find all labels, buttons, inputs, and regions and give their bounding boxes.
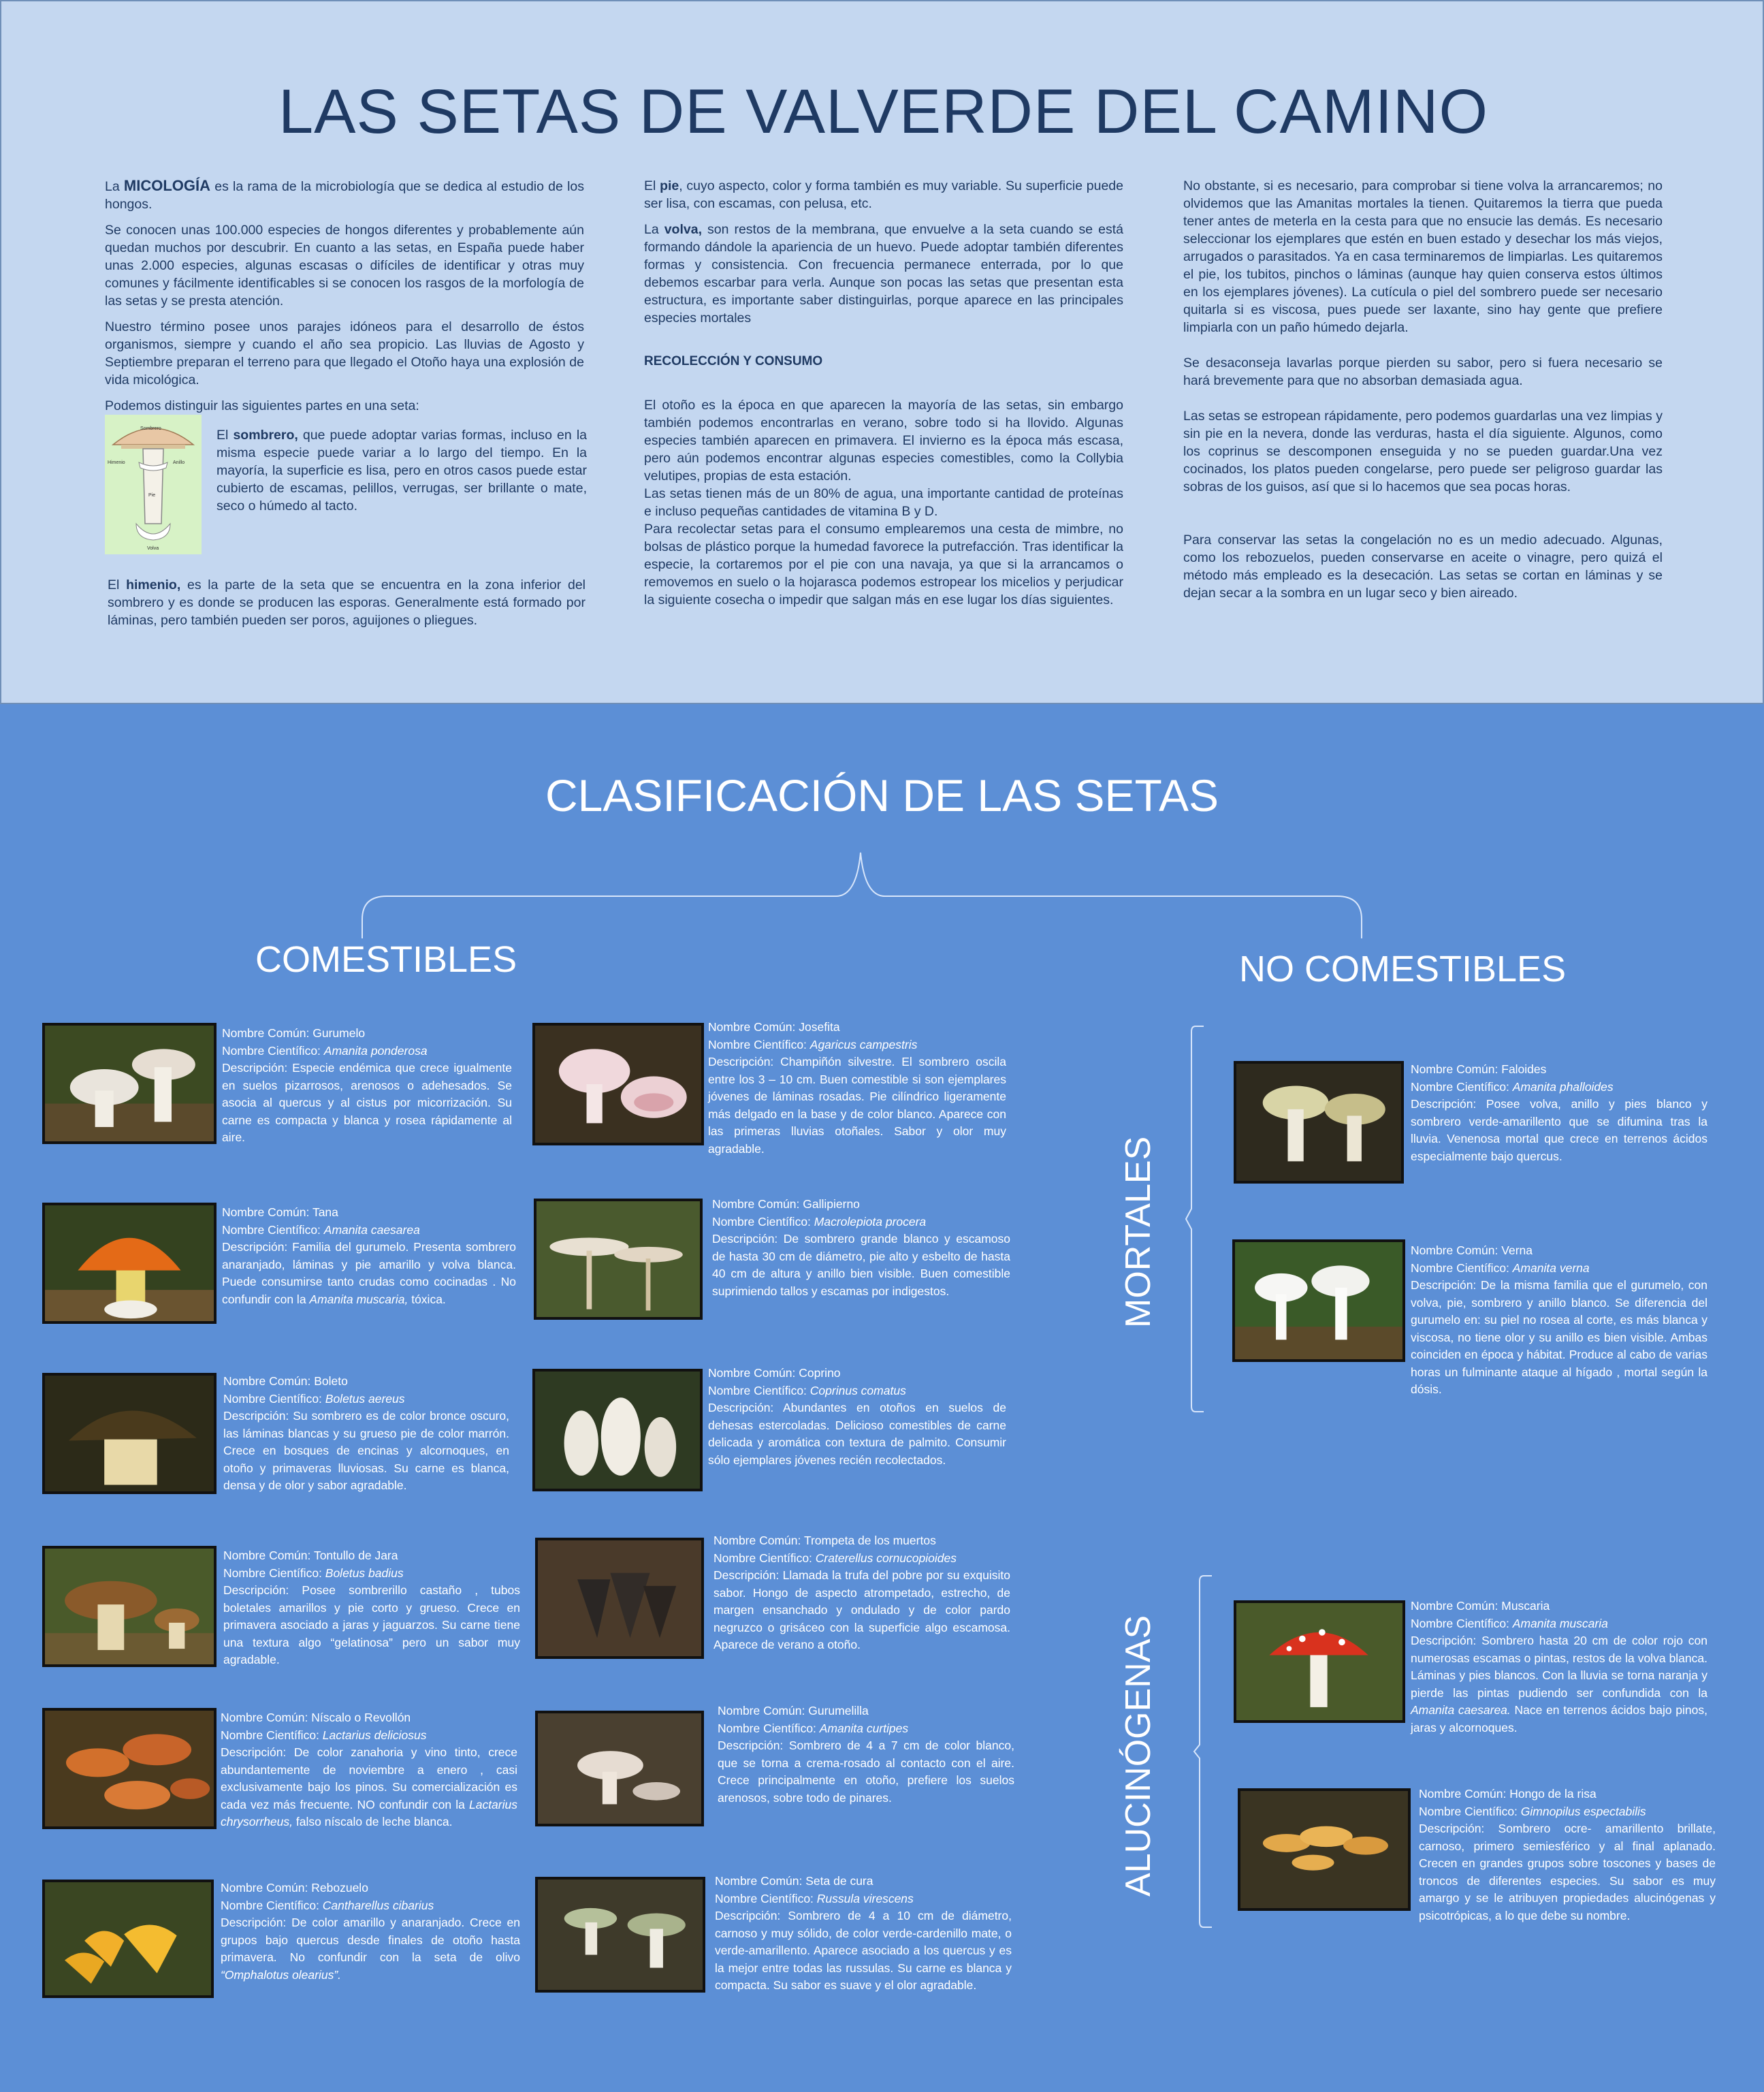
tontullo-info [223,1547,520,1669]
gurumelilla-photo [535,1711,704,1826]
info-panel [0,0,1764,704]
gurumelo-description: Descripción: Especie endémica que crece igualmente en suelos pizarrosos, arenosos o adehesados. Se asocia al quercus y al cistus por micorrización. Su carne es compacta y blanca y rosea rápidamente al aire. [222,1061,512,1144]
gurumelo-common: Nombre Común: Gurumelo [222,1026,366,1040]
muscaria-photo [1234,1600,1405,1723]
faloides-description: Descripción: Posee volva, anillo y pies blanco y sombrero verde-amarillento que se difumina tras la lluvia. Venenosa mortal que crece en terrenos ácidos especialmente bajo quercus. [1411,1097,1707,1163]
gurumelilla-info [718,1702,1014,1807]
gallipierno-common: Nombre Común: Gallipierno [712,1197,860,1211]
right-paragraph-2: Se desaconseja lavarlas porque pierden su sabor, pero si fuera necesario se hará brevemente para que no absorban demasiada agua. [1183,355,1663,388]
boleto-photo [42,1373,217,1494]
trompeta-common: Nombre Común: Trompeta de los muertos [713,1534,936,1547]
hongo-de-la-risa-common: Nombre Común: Hongo de la risa [1419,1787,1597,1801]
trompeta-photo [535,1538,704,1659]
josefita-description: Descripción: Champiñón silvestre. El sombrero oscila entre los 3 – 10 cm. Buen comestible si son ejemplares jóvenes de láminas rosadas. Pie cilíndrico ligeramente más delgado en la base y de color blanco. Aparece con las primeras lluvias otoñales. Sabor y olor muy agradable. [708,1055,1006,1156]
mortales-label: MORTALES [1119,1136,1158,1328]
gurumelo-photo [42,1023,217,1144]
intro-column [105,177,584,423]
gallipierno-scientific: Nombre Científico: Macrolepiota procera [712,1214,927,1229]
gurumelilla-description: Descripción: Sombrero de 4 a 7 cm de color blanco, que se torna a crema-rosado al contacto con el aire. Crece principalmente en otoño, prefiere los suelos arenosos, sobre todo de pinares. [718,1739,1014,1805]
right-paragraph-4: Para conservar las setas la congelación no es un medio adecuado. Algunas, como los rebozuelos, pueden conservarse en aceite o vinagre, pero quizá el método más empleado es la desecación. Las setas se cortan en láminas y se dejan secar a la sombra en un lugar seco y bien aireado. [1183,533,1663,601]
intro-paragraph-4: Podemos distinguir las siguientes partes en una seta: [105,398,419,413]
niscalo-description: Descripción: De color zanahoria y vino tinto, crece abundantemente de noviembre a enero , casi exclusivamente bajo los pinos. Su comercialización es cada vez más frecuente. NO confundir con la Lactarius chrysorrheus, falso níscalo de leche blanca. [221,1745,517,1828]
josefita-photo [532,1023,704,1145]
mushroom-parts-diagram [105,415,202,554]
label-volva: Volva [147,546,159,551]
intro-paragraph-1: La MICOLOGÍA es la rama de la microbiología que se dedica al estudio de los hongos. [105,177,584,212]
josefita-info [708,1019,1006,1158]
alucinogenas-bracket [1193,1574,1213,1929]
boleto-scientific: Nombre Científico: Boletus aereus [223,1391,405,1406]
coprino-scientific: Nombre Científico: Coprinus comatus [708,1383,906,1397]
tana-description: Descripción: Familia del gurumelo. Presenta sombrero anaranjado, láminas y pie amarillo y volva blanca. Puede consumirse tanto crudas como cocinadas . No confundir con la Amanita muscaria, tóxica. [222,1240,516,1306]
hongo-de-la-risa-info [1419,1786,1716,1924]
recoleccion-paragraph-3: Para recolectar setas para el consumo emplearemos una cesta de mimbre, no bolsas de plástico porque la humedad favorece la putrefacción. Tras identificar la especie, la cortaremos por el pie con una navaja, ya que si la arrancamos o removemos en suelo o la hojarasca podemos estropear los micelios y perjudicar la siguiente cosecha o impedir que salgan más en ese lugar los días siguientes. [644,522,1123,607]
faloides-info [1411,1061,1707,1165]
rebozuelo-description: Descripción: De color amarillo y anaranjado. Crece en grupos bajo quercus desde finales de otoño hasta primavera. No confundir con la seta de olivo “Omphalotus olearius”. [221,1916,521,1982]
niscalo-scientific: Nombre Científico: Lactarius deliciosus [221,1728,427,1742]
label-pie: Pie [148,493,156,498]
middle-column [644,177,1123,617]
seta-de-cura-common: Nombre Común: Seta de cura [715,1874,873,1888]
gallipierno-photo [534,1199,703,1320]
tontullo-scientific: Nombre Científico: Boletus badius [223,1566,404,1580]
boleto-common: Nombre Común: Boleto [223,1374,348,1388]
classification-brace [359,851,1364,940]
niscalo-info [221,1709,517,1831]
verna-description: Descripción: De la misma familia que el gurumelo, con volva, pie, sombrero y anillo blanco. Se diferencia del gurumelo en: su piel no rosea al corte, es más blanca y viscosa, no tiene olor y su anillo es bien visible. Ambas coinciden en época y hábitat. Produce al cabo de varias horas un fulminante ataque al hígado , mortal según la dósis. [1411,1278,1707,1396]
verna-photo [1232,1239,1405,1362]
seta-de-cura-info [715,1873,1012,1995]
faloides-photo [1234,1061,1404,1184]
coprino-photo [532,1369,703,1491]
classification-title: CLASIFICACIÓN DE LAS SETAS [545,770,1219,821]
rebozuelo-photo [42,1880,214,1998]
faloides-scientific: Nombre Científico: Amanita phalloides [1411,1079,1614,1094]
hongo-de-la-risa-description: Descripción: Sombrero ocre- amarillento brillate, carnoso, primero semiesférico y al final aplanado. Crecen en grandes grupos sobre toscones y bases de troncos de diferentes especies. Su sabor es muy amargo y se le atribuyen propiedades alucinógenas y psicotrópicas, a lo que debe su nombre. [1419,1822,1716,1922]
intro-paragraph-3: Nuestro término posee unos parajes idóneos para el desarrollo de éstos organismos, siempre y cuando el año sea propicio. Las lluvias de Agosto y Septiembre preparan el terreno para que llegado el Otoño haya una explosión de vida micológica. [105,319,584,387]
niscalo-common: Nombre Común: Níscalo o Revollón [221,1711,411,1724]
intro-paragraph-2: Se conocen unas 100.000 especies de hongos diferentes y probablemente aún quedan muchos por descubrir. En cuanto a las setas, en España puede haber unas 2.000 especies, algunas escasas o difíciles de identificar y otras muy comunes y fácilmente identificables si se conocen los rasgos de la morfología de las setas y se presta atención. [105,223,584,308]
recoleccion-paragraph-1: El otoño es la época en que aparecen la mayoría de las setas, sin embargo también podemos encontrarlas en verano, sobre todo si ha llovido. Algunas especies también aparecen en primavera. El invierno es la época más escasa, pero aún podemos encontrar algunas especies comestibles, como la Collybia velutipes, propias de esta estación. [644,398,1123,484]
label-sombrero: Sombrero [140,426,161,431]
hongo-de-la-risa-scientific: Nombre Científico: Gimnopilus espectabilis [1419,1804,1646,1818]
sombrero-description: El sombrero, que puede adoptar varias formas, incluso en la misma especie puede variar a lo largo del tiempo. En la mayoría, la superficie es lisa, pero en otros casos puede estar cubierto de escamas, pelillos, verrugas, ser brillante o mate, seco o húmedo al tacto. [217,428,587,513]
rebozuelo-scientific: Nombre Científico: Cantharellus cibarius [221,1898,434,1912]
label-himenio: Himenio [108,460,125,465]
josefita-scientific: Nombre Científico: Agaricus campestris [708,1037,918,1051]
gurumelilla-common: Nombre Común: Gurumelilla [718,1704,869,1717]
recoleccion-heading: RECOLECCIÓN Y CONSUMO [644,354,823,368]
seta-de-cura-scientific: Nombre Científico: Russula virescens [715,1891,914,1905]
mortales-bracket [1185,1025,1205,1413]
coprino-description: Descripción: Abundantes en otoños en suelos de dehesas estercoladas. Delicioso comestibles de carne delicada y aromática con textura de palmito. Consumir sólo ejemplares jóvenes recién recolectados. [708,1401,1007,1467]
muscaria-info [1411,1598,1707,1737]
tana-photo [42,1203,217,1324]
recoleccion-paragraph-2: Las setas tienen más de un 80% de agua, una importante cantidad de proteínas e incluso pequeñas cantidades de vitamina B y D. [644,486,1123,519]
tana-common: Nombre Común: Tana [222,1205,338,1219]
alucinogenas-label: ALUCINÓGENAS [1119,1615,1158,1897]
muscaria-common: Nombre Común: Muscaria [1411,1599,1550,1613]
faloides-common: Nombre Común: Faloides [1411,1062,1547,1076]
page-title: LAS SETAS DE VALVERDE DEL CAMINO [278,77,1489,146]
tana-scientific: Nombre Científico: Amanita caesarea [222,1222,420,1237]
coprino-common: Nombre Común: Coprino [708,1366,841,1380]
boleto-info [223,1373,509,1495]
no-comestibles-heading: NO COMESTIBLES [1239,949,1567,989]
seta-de-cura-photo [535,1877,705,1993]
hongo-de-la-risa-photo [1238,1788,1411,1911]
rebozuelo-info [221,1880,520,1984]
label-anillo: Anillo [173,460,185,465]
coprino-info [708,1365,1006,1469]
himenio-description: El himenio, es la parte de la seta que se encuentra en la zona inferior del sombrero y es donde se producen las esporas. Generalmente está formado por láminas, pero también pueden ser poros, aguijones o pliegues. [108,577,586,628]
tontullo-photo [42,1546,217,1667]
verna-info [1411,1242,1707,1399]
seta-de-cura-description: Descripción: Sombrero de 4 a 10 cm de diámetro, carnoso y muy sólido, de color verde-cardenillo mate, o verde-amarillento. Aparece asociado a los quercus y es la mejor entre todas las russulas. Su carne es blanca y compacta. Su sabor es suave y el olor agradable. [715,1909,1012,1992]
tana-info [222,1204,516,1308]
right-column [1183,177,1663,610]
trompeta-scientific: Nombre Científico: Craterellus cornucopioides [713,1551,957,1565]
tontullo-description: Descripción: Posee sombrerillo castaño , tubos boletales amarillos y pie corto y grueso. Crece en primavera asociado a jaras y jaguarzos. Su carne tiene una textura algo “gelatinosa” pero un sabor muy agradable. [223,1583,520,1666]
gallipierno-description: Descripción: De sombrero grande blanco y escamoso de hasta 30 cm de diámetro, pie alto y esbelto de hasta 40 cm de altura y anillo bien visible. Buen comestible suprimiendo tallos y escamas por indigestos. [712,1232,1010,1298]
comestibles-heading: COMESTIBLES [255,939,517,980]
gurumelilla-scientific: Nombre Científico: Amanita curtipes [718,1721,909,1735]
right-paragraph-1: No obstante, si es necesario, para comprobar si tiene volva la arrancaremos; no olvidemos que las Amanitas mortales la tienen. Quitaremos la tierra que pueda tener antes de meterla en la cesta para que no ensucie las demás. Es necesario seleccionar los ejemplares que estén en buen estado y desechar los más viejos, arrugados o parasitados. Ya en casa terminaremos de limpiarlas. Les quitaremos el pie, los tubitos, pinchos o láminas (aunque hay quien conserva estos últimos en los ejemplares jóvenes). La cutícula o piel del sombrero puede ser necesario quitarla si es viscosa, pues puede ser laxante, sino hay gente que prefiere limpiarla con un paño húmedo dejarla. [1183,178,1663,335]
muscaria-description: Descripción: Sombrero hasta 20 cm de color rojo con numerosas escamas o pintas, restos de la volva blanca. Láminas y pies blancos. Con la lluvia se torna naranja y pierde las pintas pudiendo ser confundida con la Amanita caesarea. Nace en terrenos ácidos bajo pinos, jaras y alcornoques. [1411,1634,1707,1734]
muscaria-scientific: Nombre Científico: Amanita muscaria [1411,1616,1608,1630]
verna-scientific: Nombre Científico: Amanita verna [1411,1261,1590,1275]
gurumelo-scientific: Nombre Científico: Amanita ponderosa [222,1043,428,1058]
boleto-description: Descripción: Su sombrero es de color bronce oscuro, las láminas blancas y su grueso pie de color marrón. Crece en bosques de encinas y alcornoques, en otoño y primaveras lluviosas. Su carne es blanca, densa y de olor y sabor agradable. [223,1409,509,1492]
niscalo-photo [42,1708,217,1829]
trompeta-description: Descripción: Llamada la trufa del pobre por su exquisito sabor. Hongo de aspecto atrompetado, estrecho, de margen ensanchado y ondulado y de color pardo negruzco o grisáceo con la superficie algo escamosa. Aparece de verano a otoño. [713,1568,1010,1651]
pie-description: El pie, cuyo aspecto, color y forma también es muy variable. Su superficie puede ser lisa, con escamas, con pelusa, etc. [644,178,1123,211]
volva-description: La volva, son restos de la membrana, que envuelve a la seta cuando se está formando dándole la apariencia de un huevo. Puede adoptar también diferentes formas y consistencia. Con frecuencia permanece enterrada, por lo que debemos escarbar para verla. Aunque son pocas las setas que presentan esta estructura, es importante saber distinguirlas, porque aparece en las principales especies mortales [644,222,1123,326]
rebozuelo-common: Nombre Común: Rebozuelo [221,1881,368,1895]
gurumelo-info [222,1025,512,1147]
verna-common: Nombre Común: Verna [1411,1243,1533,1257]
josefita-common: Nombre Común: Josefita [708,1020,840,1034]
gallipierno-info [712,1196,1010,1300]
trompeta-info [713,1532,1010,1654]
tontullo-common: Nombre Común: Tontullo de Jara [223,1549,398,1562]
right-paragraph-3: Las setas se estropean rápidamente, pero podemos guardarlas una vez limpias y sin pie en la nevera, donde las verduras, hasta el día siguiente. Algunos, como los coprinus se descomponen enseguida y no se pueden guardar.Una vez cocinados, los platos pueden congelarse, pero puede ser peligroso guardar las sobras de los guisos, así que si lo hacemos que sea pocas horas. [1183,409,1663,494]
